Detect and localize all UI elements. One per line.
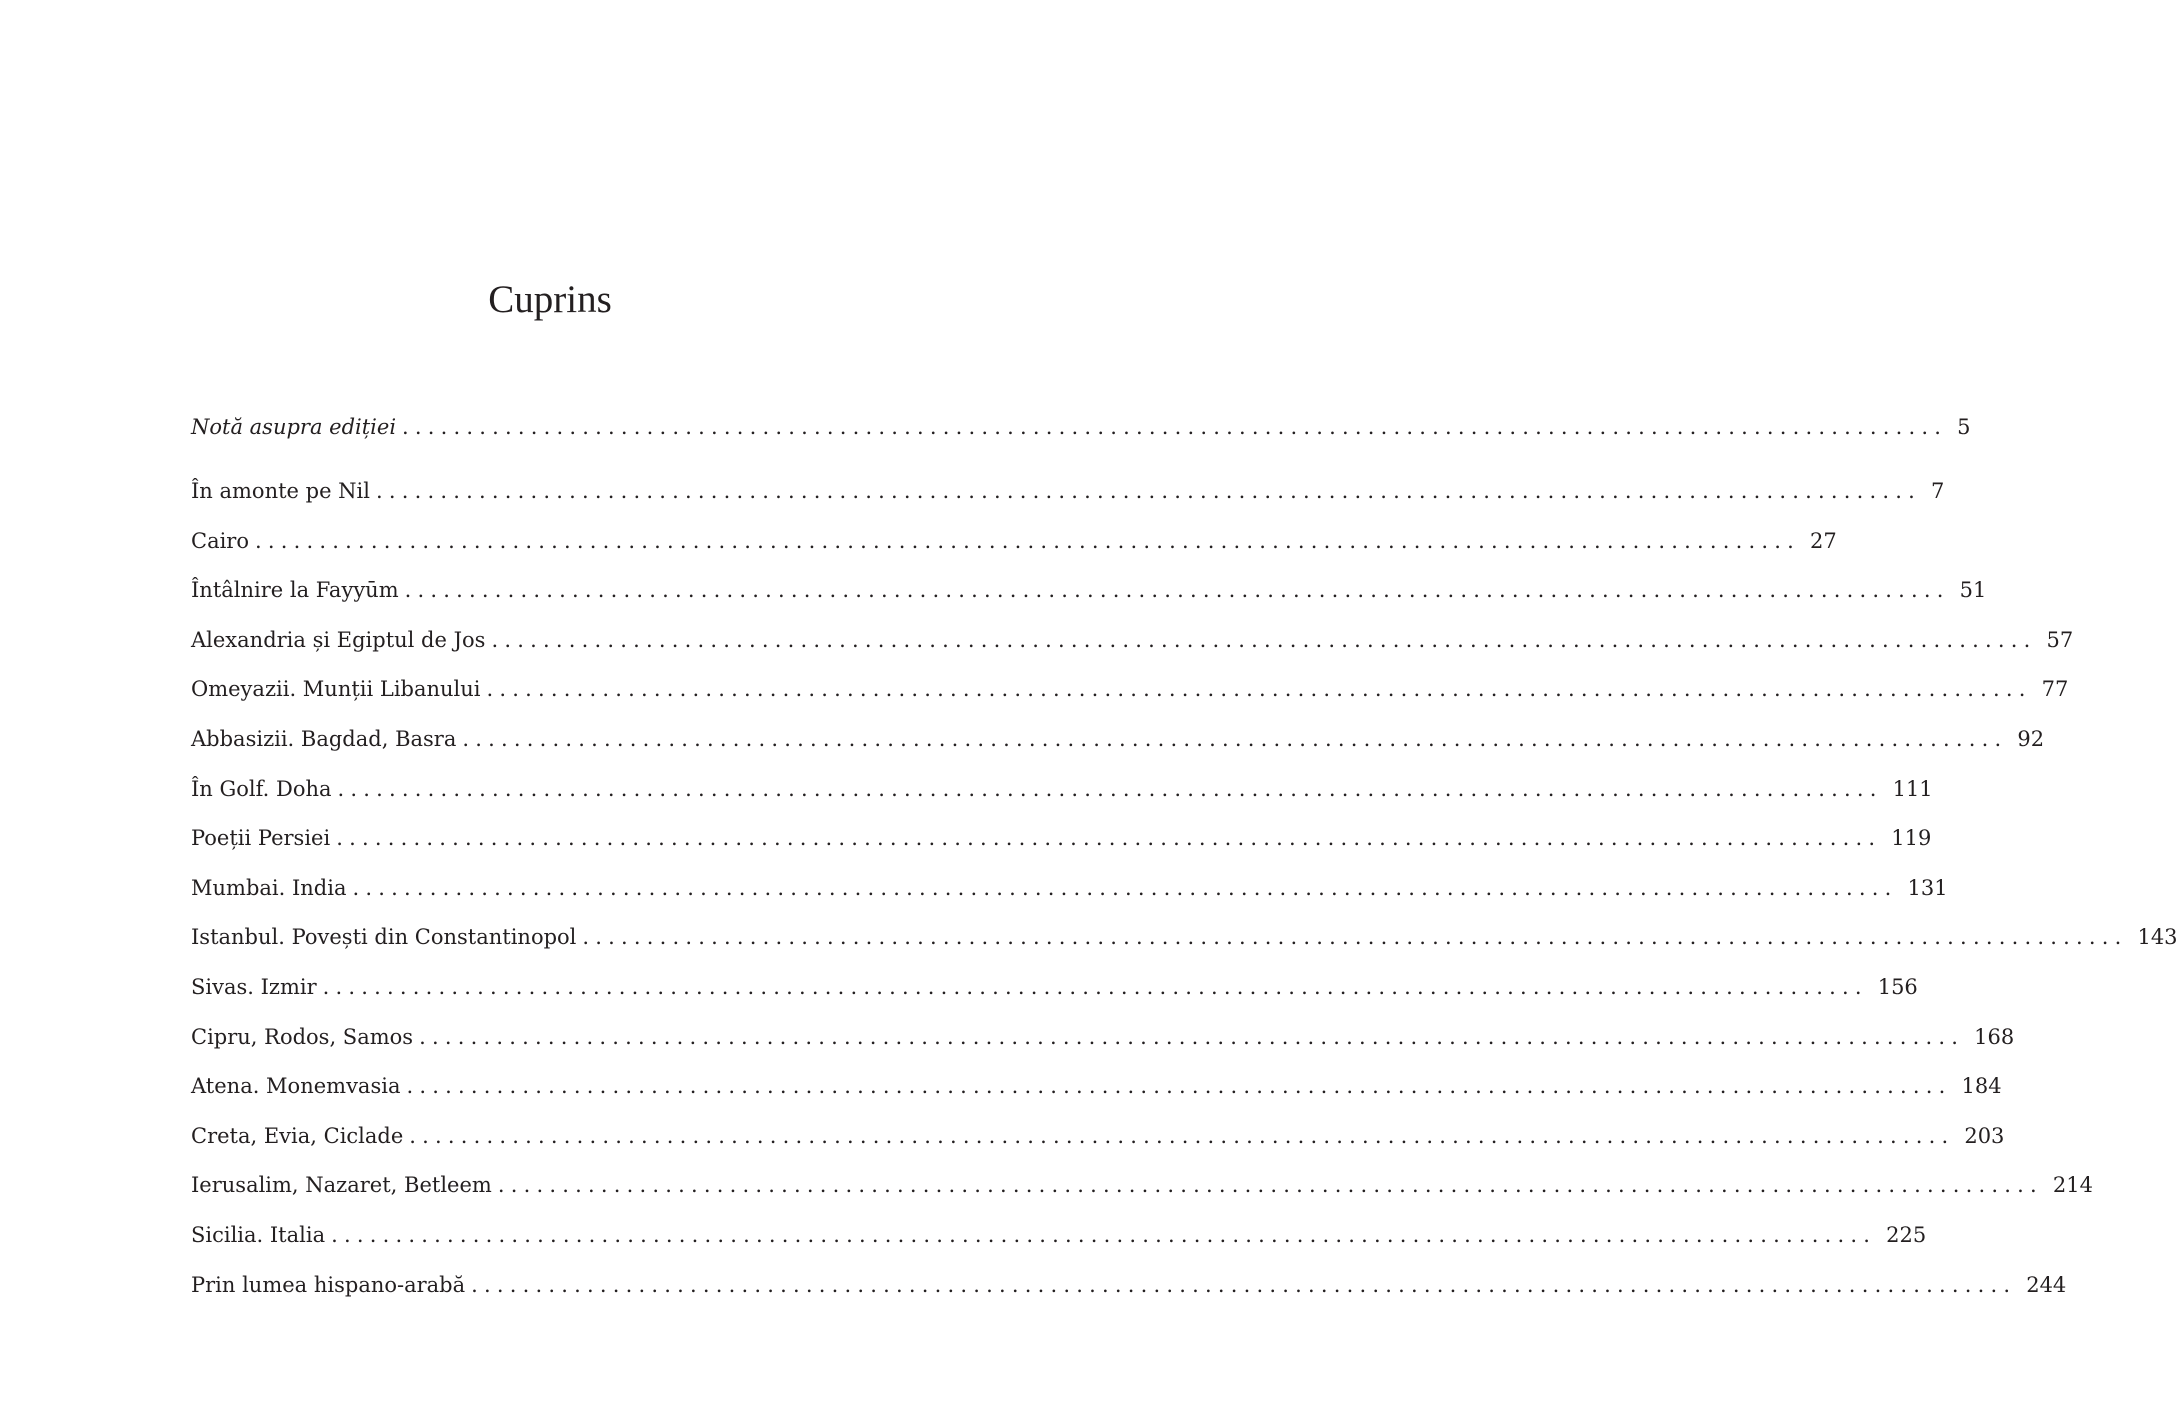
toc-entry[interactable] — [191, 570, 1987, 610]
dot-leader: ........................................................................................................................ — [322, 974, 1868, 999]
toc-entry-title: Alexandria și Egiptul de Jos — [191, 627, 486, 652]
toc-entry-title: Creta, Evia, Ciclade — [191, 1123, 404, 1148]
toc-entry-title: Prin lumea hispano-arabă — [191, 1272, 466, 1297]
toc-entry-title: Sivas. Izmir — [191, 974, 317, 999]
toc-page-number: 203 — [1964, 1123, 2005, 1148]
dot-leader: ........................................................................................................................ — [336, 826, 1882, 851]
dot-leader: ........................................................................................................................ — [491, 627, 2037, 652]
toc-entry[interactable] — [191, 1066, 2002, 1106]
table-of-contents — [191, 407, 2178, 1314]
toc-page-number: 51 — [1959, 578, 1987, 603]
toc-page-number: 27 — [1810, 528, 1837, 553]
toc-entry[interactable] — [191, 967, 1918, 1007]
toc-page-number: 111 — [1892, 776, 1933, 801]
dot-leader: ........................................................................................................................ — [406, 1074, 1952, 1099]
toc-page-number: 214 — [2052, 1173, 2093, 1198]
toc-page-number: 119 — [1891, 826, 1932, 851]
dot-leader: ........................................................................................................................ — [497, 1173, 2043, 1198]
toc-entry-title: Sicilia. Italia — [191, 1222, 326, 1247]
toc-entry-title: Abbasizii. Bagdad, Basra — [191, 726, 457, 751]
toc-entry-title: Poeții Persiei — [191, 826, 331, 851]
page-title: Cuprins — [488, 278, 612, 321]
toc-entry[interactable] — [191, 1165, 2093, 1205]
toc-entry[interactable] — [191, 1215, 1927, 1255]
toc-page-number: 92 — [2017, 726, 2045, 751]
dot-leader: ........................................................................................................................ — [419, 1024, 1965, 1049]
toc-page-number: 5 — [1957, 415, 1971, 439]
toc-entry-title: Omeyazii. Munții Libanului — [191, 677, 481, 702]
dot-leader: ........................................................................................................................ — [402, 415, 1948, 439]
dot-leader: ........................................................................................................................ — [376, 479, 1922, 503]
dot-leader: ........................................................................................................................ — [255, 528, 1801, 553]
toc-entry[interactable] — [191, 719, 2045, 759]
toc-page-number: 57 — [2046, 627, 2074, 652]
dot-leader: ........................................................................................................................ — [352, 875, 1898, 900]
toc-page-number: 7 — [1931, 479, 1945, 503]
toc-entry[interactable] — [191, 818, 1932, 858]
toc-entry[interactable] — [191, 620, 2074, 660]
dot-leader: ........................................................................................................................ — [486, 677, 2032, 702]
toc-page-number: 156 — [1877, 974, 1918, 999]
dot-leader: ........................................................................................................................ — [409, 1123, 1955, 1148]
toc-page-number: 184 — [1961, 1074, 2002, 1099]
toc-entry-title: În Golf. Doha — [191, 776, 332, 801]
toc-entry-title: Cairo — [191, 528, 249, 553]
toc-page-number: 225 — [1886, 1222, 1927, 1247]
toc-entry[interactable] — [191, 471, 1945, 511]
toc-entry[interactable] — [191, 407, 1971, 447]
toc-entry[interactable] — [191, 1116, 2005, 1156]
toc-entry[interactable] — [191, 868, 1948, 908]
toc-entry-title: Mumbai. India — [191, 875, 347, 900]
toc-entry[interactable] — [191, 917, 2178, 957]
dot-leader: ........................................................................................................................ — [337, 776, 1883, 801]
dot-leader: ........................................................................................................................ — [404, 578, 1950, 603]
toc-page-number: 77 — [2041, 677, 2069, 702]
toc-entry-title: Notă asupra ediției — [191, 415, 397, 439]
toc-entry[interactable] — [191, 669, 2069, 709]
toc-entry[interactable] — [191, 1017, 2015, 1057]
dot-leader: ........................................................................................................................ — [582, 925, 2128, 950]
toc-entry-title: Întâlnire la Fayyūm — [191, 578, 399, 603]
toc-entry-title: Cipru, Rodos, Samos — [191, 1024, 414, 1049]
toc-entry-title: Istanbul. Povești din Constantinopol — [191, 925, 577, 950]
toc-entry-title: În amonte pe Nil — [191, 479, 370, 503]
toc-entry[interactable] — [191, 521, 1837, 561]
dot-leader: ........................................................................................................................ — [331, 1222, 1877, 1247]
dot-leader: ........................................................................................................................ — [462, 726, 2008, 751]
toc-entry[interactable] — [191, 769, 1933, 809]
toc-entry[interactable] — [191, 1265, 2067, 1305]
toc-entry-title: Atena. Monemvasia — [191, 1074, 401, 1099]
toc-page-number: 131 — [1907, 875, 1948, 900]
toc-page-number: 143 — [2137, 925, 2178, 950]
toc-page-number: 244 — [2026, 1272, 2067, 1297]
toc-entry-title: Ierusalim, Nazaret, Betleem — [191, 1173, 492, 1198]
toc-page-number: 168 — [1974, 1024, 2015, 1049]
dot-leader: ........................................................................................................................ — [471, 1272, 2017, 1297]
